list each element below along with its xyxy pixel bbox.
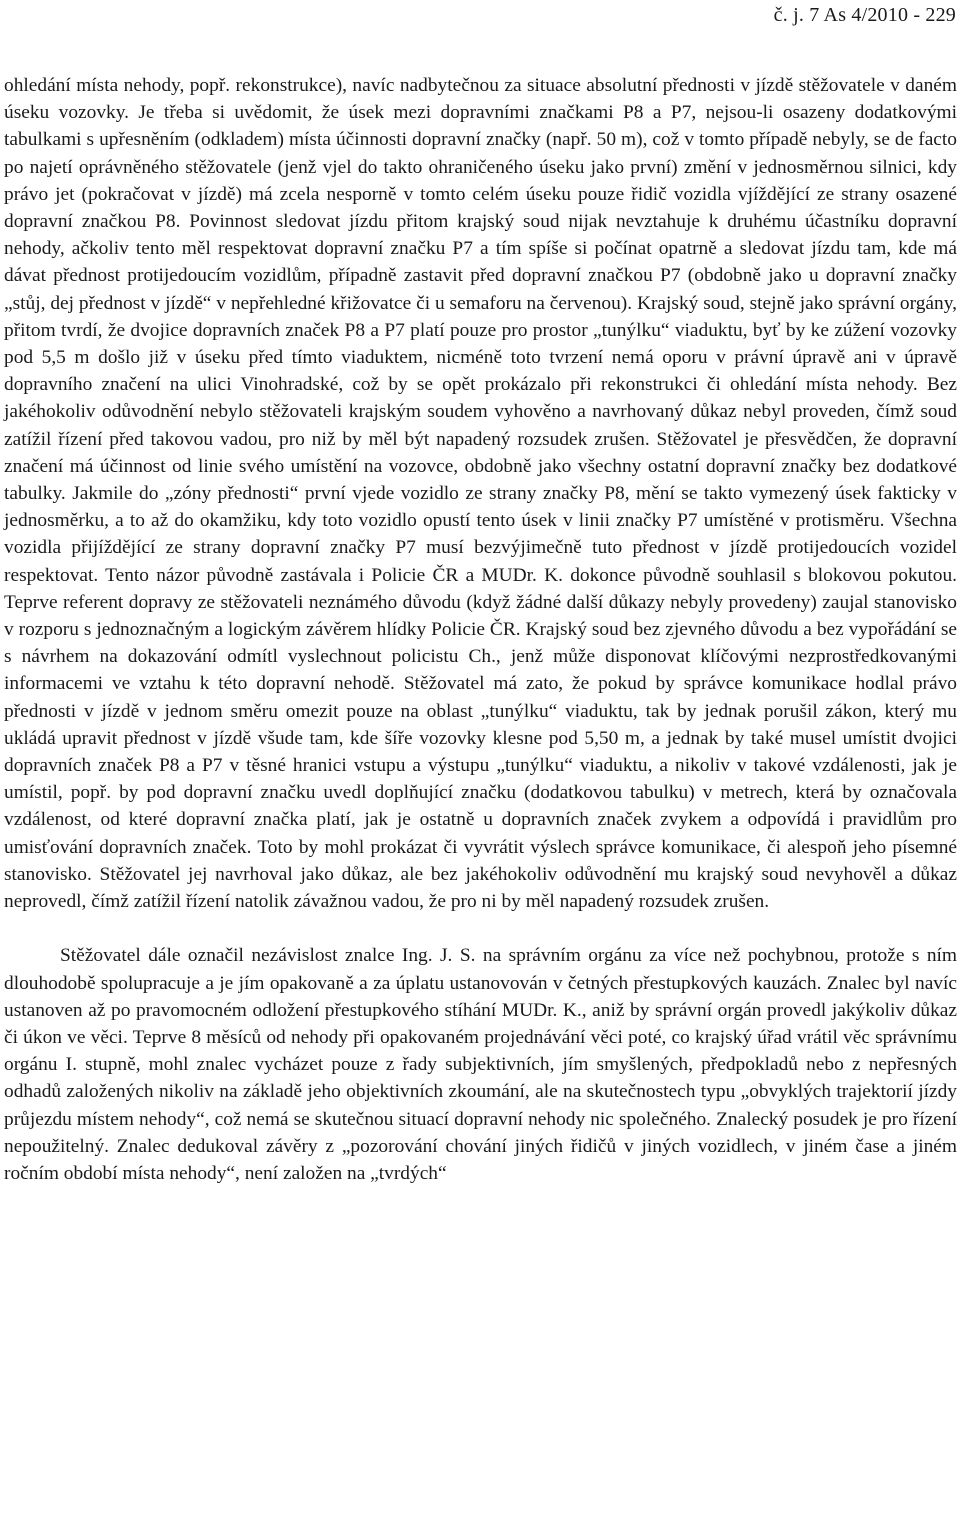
- document-body: [4, 72, 957, 1187]
- paragraph-2: Stěžovatel dále označil nezávislost znalce Ing. J. S. na správním orgánu za více než pochybnou, protože s ním dlouhodobě spolupracuje a je jím opakovaně a za úplatu ustanovován v četných přestupkových kauzách. Znalec byl navíc ustanoven až po pravomocném odložení přestupkového stíhání MUDr. K., aniž by správní orgán provedl jakýkoliv důkaz či úkon ve věci. Teprve 8 měsíců od nehody při opakovaném projednávání věci poté, co krajský úřad vrátil věc správnímu orgánu I. stupně, mohl znalec vycházet pouze z řady subjektivních, jím smyšlených, předpokladů nebo z nepřesných odhadů založených nikoliv na základě jeho objektivních zkoumání, ale na skutečnostech typu „obvyklých trajektorií jízdy průjezdu místem nehody“, což nemá se skutečnou situací dopravní nehody nic společného. Znalecký posudek je pro řízení nepoužitelný. Znalec dedukoval závěry z „pozorování chování jiných řidičů v jiných vozidlech, v jiném čase a jiném ročním období místa nehody“, není založen na „tvrdých“: [4, 945, 957, 1184]
- paragraph-1: ohledání místa nehody, popř. rekonstrukce), navíc nadbytečnou za situace absolutní přednosti v jízdě stěžovatele v daném úseku vozovky. Je třeba si uvědomit, že úsek mezi dopravními značkami P8 a P7, nejsou-li osazeny dodatkovými tabulkami s upřesněním (odkladem) místa účinnosti dopravní značky (např. 50 m), což v tomto případě nebyly, se de facto po najetí oprávněného stěžovatele (jenž vjel do takto ohraničeného úseku jako první) změní v jednosměrnou silnici, kdy právo jet (pokračovat v jízdě) má zcela nesporně v tomto celém úseku pouze řidič vozidla vjíždějící ze strany osazené dopravní značkou P8. Povinnost sledovat jízdu přitom krajský soud nijak nevztahuje k druhému účastníku dopravní nehody, ačkoliv tento měl respektovat dopravní značku P7 a tím spíše si počínat opatrně a sledovat jízdu tam, kde má dávat přednost protijedoucím vozidlům, případně zastavit před dopravní značkou P7 (obdobně jako u dopravní značky „stůj, dej přednost v jízdě“ v nepřehledné křižovatce či u semaforu na červenou). Krajský soud, stejně jako správní orgány, přitom tvrdí, že dvojice dopravních značek P8 a P7 platí pouze pro prostor „tunýlku“ viaduktu, byť by ke zúžení vozovky pod 5,5 m došlo již v úseku před tímto viaduktem, nicméně toto tvrzení nemá oporu v právní úpravě ani v úpravě dopravního značení na ulici Vinohradské, což by se opět prokázalo při rekonstrukci či ohledání místa nehody. Bez jakéhokoliv odůvodnění nebylo stěžovateli krajským soudem vyhověno a navrhovaný důkaz nebyl proveden, čímž soud zatížil řízení před takovou vadou, pro niž by měl být napadený rozsudek zrušen. Stěžovatel je přesvědčen, že dopravní značení má účinnost od linie svého umístění na vozovce, obdobně jako všechny ostatní dopravní značky bez dodatkové tabulky. Jakmile do „zóny přednosti“ první vjede vozidlo ze strany značky P8, mění se takto vymezený úsek fakticky v jednosměrku, a to až do okamžiku, kdy toto vozidlo opustí tento úsek v linii značky P7 umístěné v protisměru. Všechna vozidla přijíždějící ze strany dopravní značky P7 musí bezvýjimečně tuto přednost v jízdě protijedoucích vozidel respektovat. Tento názor původně zastávala i Policie ČR a MUDr. K. dokonce původně souhlasil s blokovou pokutou. Teprve referent dopravy ze stěžovateli neznámého důvodu (když žádné další důkazy nebyly provedeny) zaujal stanovisko v rozporu s jednoznačným a logickým závěrem hlídky Policie ČR. Krajský soud bez zjevného důvodu a bez vypořádání se s návrhem na dokazování odmítl vyslechnout policistu Ch., jenž může disponovat klíčovými nezprostředkovanými informacemi ve vztahu k této dopravní nehodě. Stěžovatel má zato, že pokud by správce komunikace hodlal právo přednosti v jízdě v jednom směru omezit pouze na oblast „tunýlku“ viaduktu, tak by jednak porušil zákon, který mu ukládá upravit přednost v jízdě všude tam, kde šíře vozovky klesne pod 5,50 m, a jednak by také musel umístit dvojici dopravních značek P8 a P7 v těsné hranici vstupu a výstupu „tunýlku“ viaduktu, a nikoliv v takové vzdálenosti, jak je umístil, popř. by pod dopravní značku uvedl doplňující značku (dodatkovou tabulku) v metrech, která by označovala vzdálenost, od které dopravní značka platí, jak je ostatně u dopravních značek zvykem a odpovídá i pravidlům pro umisťování dopravních značek. Toto by mohl prokázat či vyvrátit výslech správce komunikace, či alespoň jeho písemné stanovisko. Stěžovatel jej navrhoval jako důkaz, ale bez jakéhokoliv odůvodnění mu krajský soud nevyhověl a důkaz neprovedl, čímž zatížil řízení natolik závažnou vadou, že pro ni by měl napadený rozsudek zrušen.: [4, 75, 957, 913]
- case-reference: č. j. 7 As 4/2010 - 229: [773, 4, 956, 26]
